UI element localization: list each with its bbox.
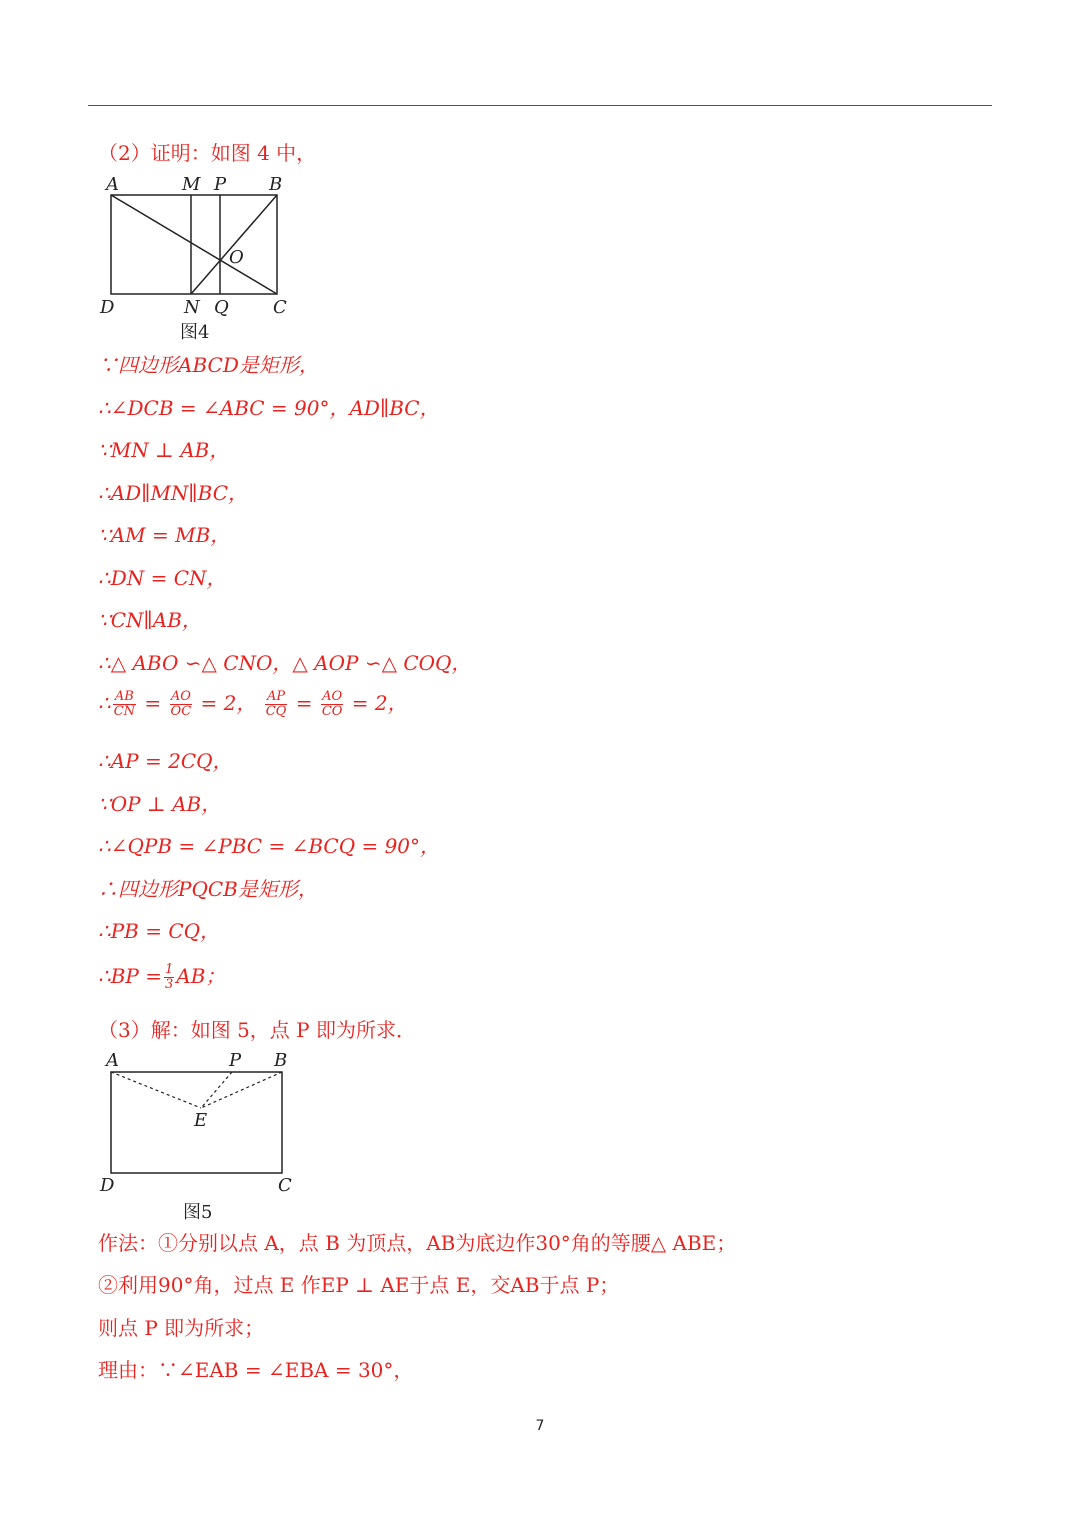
reason-line: 理由：∵∠EAB = ∠EBA = 30°， [98, 1358, 414, 1382]
fraction-denominator: CQ [265, 704, 287, 719]
proof-line: ∴∠QPB = ∠PBC = ∠BCQ = 90°， [98, 834, 441, 858]
proof-line: ∵OP ⊥ AB， [98, 792, 222, 816]
segment-ac [111, 195, 277, 294]
proof-line: ∴∠DCB = ∠ABC = 90°，AD∥BC， [98, 396, 440, 420]
figure-4 [98, 172, 298, 322]
fraction-ap-cq [265, 690, 288, 719]
fraction-numerator: AP [265, 690, 288, 705]
equals-sign: = [144, 691, 162, 715]
fraction-ao-co [321, 690, 344, 719]
point-label-a: A [106, 174, 119, 195]
fraction-denominator: OC [170, 704, 192, 719]
segment-ae [111, 1072, 201, 1108]
point-label-e: E [194, 1110, 208, 1131]
proof-line: ∴PB = CQ， [98, 919, 221, 943]
fraction-one-third [164, 963, 174, 992]
fraction-denominator: 3 [165, 977, 174, 992]
point-label-o: O [229, 247, 244, 268]
fraction-ab-cn [113, 690, 136, 719]
bp-line [98, 963, 225, 992]
point-label-n: N [184, 297, 200, 318]
point-label-b: B [274, 1050, 288, 1071]
segment-be [201, 1072, 282, 1108]
page-number: 7 [535, 1418, 545, 1434]
point-label-c: C [273, 297, 287, 318]
method-line: 作法：①分别以点 A，点 B 为顶点，AB为底边作30°角的等腰△ ABE； [98, 1231, 737, 1255]
fraction-prefix: ∴ [98, 691, 111, 715]
fraction-numerator: 1 [165, 962, 174, 977]
fraction-numerator: AO [170, 689, 191, 704]
fraction-numerator: AB [113, 690, 136, 705]
header-rule [88, 105, 992, 106]
point-label-m: M [182, 174, 201, 195]
fraction-numerator: AO [322, 689, 343, 704]
proof-line: ∴AP = 2CQ， [98, 749, 233, 773]
proof-line: ∵四边形ABCD是矩形， [98, 353, 319, 377]
proof-line: ∵MN ⊥ AB， [98, 438, 230, 462]
segment-ep [201, 1072, 232, 1108]
point-label-p: P [214, 174, 227, 195]
bp-suffix: AB； [176, 964, 226, 988]
fraction-line [98, 690, 408, 719]
section2-heading: （2）证明：如图 4 中， [98, 141, 317, 165]
proof-line: ∴DN = CN， [98, 566, 227, 590]
equals-sign: = [295, 691, 313, 715]
point-label-d: D [100, 1175, 115, 1196]
proof-line: ∵CN∥AB， [98, 608, 202, 632]
segment-bn [191, 195, 277, 294]
point-label-a: A [106, 1050, 119, 1071]
point-label-p: P [229, 1050, 242, 1071]
equals-two: = 2， [351, 691, 408, 715]
proof-line: ∴四边形PQCB是矩形， [98, 877, 318, 901]
fraction-denominator: CN [113, 704, 136, 719]
proof-line: ∴△ ABO ∽△ CNO，△ AOP ∽△ COQ， [98, 651, 472, 675]
figure-5-diagram [98, 1048, 298, 1198]
figure-5-caption: 图5 [183, 1202, 213, 1223]
method-line: ②利用90°角，过点 E 作EP ⊥ AE于点 E，交AB于点 P； [98, 1273, 620, 1297]
section3-heading: （3）解：如图 5，点 P 即为所求． [98, 1018, 416, 1042]
point-label-d: D [100, 297, 115, 318]
figure-4-diagram [98, 172, 298, 322]
fraction-denominator: CO [321, 704, 343, 719]
figure-4-caption: 图4 [180, 322, 210, 343]
equals-two: = 2， [200, 691, 257, 715]
fraction-ao-oc [170, 690, 193, 719]
point-label-b: B [269, 174, 283, 195]
proof-line: ∵AM = MB， [98, 523, 231, 547]
method-line: 则点 P 即为所求； [98, 1316, 265, 1340]
point-label-c: C [278, 1175, 292, 1196]
bp-prefix: ∴BP = [98, 964, 162, 988]
figure-5 [98, 1048, 298, 1198]
proof-line: ∴AD∥MN∥BC， [98, 481, 249, 505]
point-label-q: Q [214, 297, 229, 318]
